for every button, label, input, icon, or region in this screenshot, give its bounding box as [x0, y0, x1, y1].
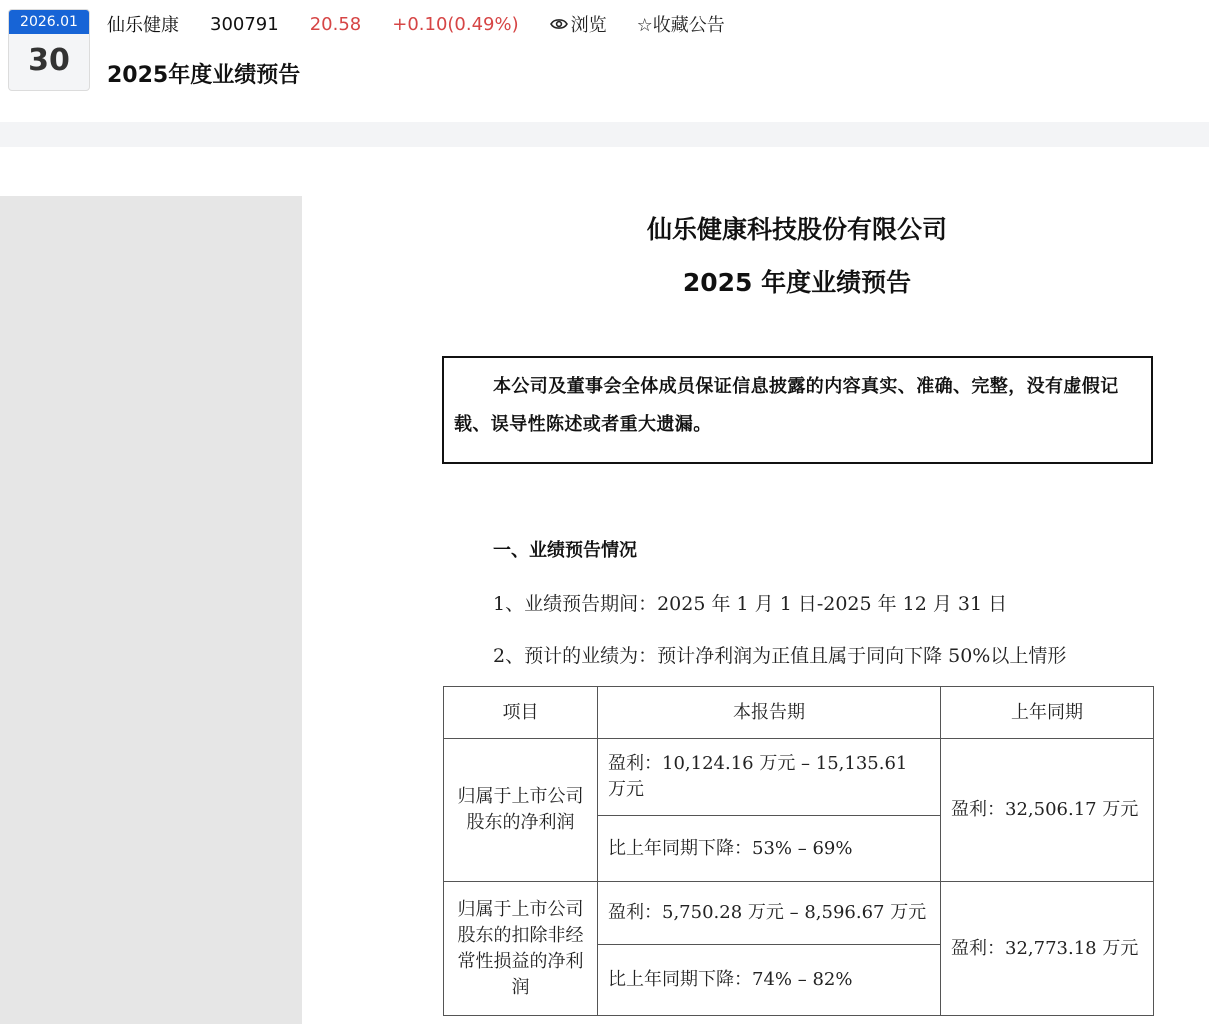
favorite-button[interactable]: ☆收藏公告	[636, 15, 725, 36]
table-cell-profit: 盈利：10,124.16 万元 – 15,135.61 万元	[598, 739, 941, 816]
stock-info-row	[107, 11, 725, 37]
stock-change: +0.10(0.49%)	[392, 13, 519, 35]
table-cell-prior: 盈利：32,506.17 万元	[941, 739, 1154, 882]
stock-name[interactable]: 仙乐健康	[107, 15, 179, 36]
table-header-cell: 项目	[444, 687, 598, 739]
table-header-cell: 上年同期	[941, 687, 1154, 739]
date-year-month: 2026.01	[9, 10, 89, 34]
table-cell-prior: 盈利：32,773.18 万元	[941, 882, 1154, 1016]
page-title: 2025年度业绩预告	[107, 63, 301, 88]
table-cell-item: 归属于上市公司股东的净利润	[444, 739, 598, 882]
table-cell-change: 比上年同期下降：53% – 69%	[598, 816, 941, 882]
table-header-row	[444, 687, 1154, 739]
left-panel	[0, 196, 302, 1024]
forecast-table	[443, 686, 1154, 1016]
document-title: 2025 年度业绩预告	[682, 268, 912, 297]
document-page	[302, 196, 1209, 1024]
date-day: 30	[28, 43, 70, 78]
notice-box: 本公司及董事会全体成员保证信息披露的内容真实、准确、完整，没有虚假记载、误导性陈述或者重大遗漏。	[442, 356, 1153, 464]
table-cell-profit: 盈利：5,750.28 万元 – 8,596.67 万元	[598, 882, 941, 945]
table-row	[444, 882, 1154, 945]
table-row	[444, 739, 1154, 816]
table-cell-item: 归属于上市公司股东的扣除非经常性损益的净利润	[444, 882, 598, 1016]
table-header-cell: 本报告期	[598, 687, 941, 739]
forecast-expected: 2、预计的业绩为：预计净利润为正值且属于同向下降 50%以上情形	[493, 645, 1067, 667]
divider-band	[0, 122, 1209, 147]
view-button[interactable]	[550, 11, 607, 37]
stock-price: 20.58	[309, 13, 362, 35]
eye-icon	[550, 17, 568, 31]
view-label: 浏览	[570, 15, 607, 36]
section-heading: 一、业绩预告情况	[493, 540, 637, 561]
stock-code[interactable]: 300791	[210, 13, 279, 35]
table-cell-change: 比上年同期下降：74% – 82%	[598, 945, 941, 1016]
document-company: 仙乐健康科技股份有限公司	[646, 215, 947, 244]
date-badge	[8, 9, 90, 91]
forecast-period: 1、业绩预告期间：2025 年 1 月 1 日-2025 年 12 月 31 日	[493, 593, 1008, 615]
